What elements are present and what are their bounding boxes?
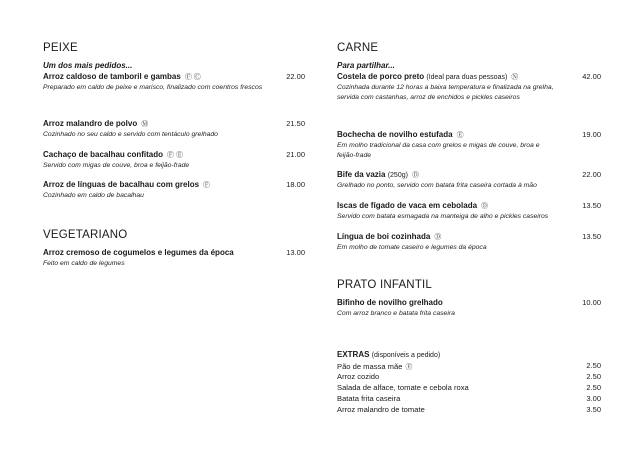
item-name: Cachaço de bacalhau confitado — [43, 150, 164, 159]
item-price: 13.50 — [582, 201, 601, 210]
menu-item — [43, 72, 305, 93]
item-note: (Ideal para duas pessoas) — [426, 74, 508, 81]
menu-item — [43, 180, 305, 201]
menu-item — [337, 232, 601, 253]
section-title-extras — [337, 350, 440, 359]
extra-item — [337, 361, 601, 371]
menu-item — [43, 150, 305, 171]
item-description: Com arroz branco e batata frita caseira — [337, 310, 455, 317]
item-name: Bifinho de novilho grelhado — [337, 298, 443, 307]
extra-item — [337, 383, 601, 393]
item-price: 19.00 — [582, 130, 601, 139]
section-title-peixe: PEIXE — [43, 42, 78, 54]
section-intro-peixe: Um dos mais pedidos... — [43, 61, 133, 70]
item-price: 21.50 — [286, 119, 305, 128]
item-description: Cozinhada durante 12 horas a baixa temperatura e finalizada na grelha, servida com castanhas, arroz de enchidos e pickles caseiros — [337, 84, 554, 101]
item-description: Cozinhado no seu caldo e servido com tentáculo grelhado — [43, 131, 218, 138]
section-intro-carne: Para partilhar... — [337, 61, 395, 70]
extra-name: Pão de massa mãe — [337, 362, 403, 371]
menu-item — [43, 248, 305, 269]
extra-name: Batata frita caseira — [337, 394, 401, 403]
extra-price: 3.00 — [586, 394, 601, 403]
menu-item — [43, 119, 305, 140]
item-price: 18.00 — [286, 180, 305, 189]
item-description: Preparado em caldo de peixe e marisco, finalizado com coentros frescos — [43, 84, 263, 91]
extras-title: EXTRAS — [337, 350, 370, 359]
item-name: Arroz cremoso de cogumelos e legumes da época — [43, 248, 234, 257]
item-description: Cozinhado em caldo de bacalhau — [43, 192, 144, 199]
allergen-tags: Ⓝ — [511, 74, 519, 81]
item-price: 22.00 — [582, 170, 601, 179]
allergen-tags: Ⓔ — [405, 364, 413, 371]
allergen-tags: Ⓕ — [203, 182, 211, 189]
allergen-tags: Ⓕ Ⓔ — [167, 152, 183, 159]
menu-item — [337, 130, 601, 160]
allergen-tags: Ⓜ — [141, 121, 149, 128]
menu-item — [337, 170, 601, 191]
extra-name: Arroz cozido — [337, 372, 380, 381]
extra-item — [337, 394, 601, 404]
item-name: Bochecha de novilho estufada — [337, 130, 453, 139]
extra-price: 2.50 — [586, 372, 601, 381]
item-name: Costela de porco preto — [337, 72, 425, 81]
allergen-tags: Ⓓ — [481, 203, 489, 210]
item-price: 13.00 — [286, 248, 305, 257]
item-description: Feito em caldo de legumes — [43, 260, 125, 267]
item-name: Língua de boi cozinhada — [337, 232, 431, 241]
extra-name: Salada de alface, tomate e cebola roxa — [337, 383, 469, 392]
item-price: 13.50 — [582, 232, 601, 241]
item-description: Grelhado no ponto, servido com batata frita caseira cortada à mão — [337, 182, 537, 189]
item-name: Bife da vazia — [337, 170, 386, 179]
item-name: Iscas de fígado de vaca em cebolada — [337, 201, 478, 210]
item-description: Servido com migas de couve, broa e feijão-frade — [43, 162, 190, 169]
extra-price: 3.50 — [586, 405, 601, 414]
section-title-infantil: PRATO INFANTIL — [337, 279, 433, 291]
item-name: Arroz malandro de polvo — [43, 119, 138, 128]
menu-item — [337, 72, 601, 102]
extra-price: 2.50 — [586, 361, 601, 370]
extra-name: Arroz malandro de tomate — [337, 405, 425, 414]
allergen-tags: Ⓔ — [456, 132, 464, 139]
item-description: Em molho de tomate caseiro e legumes da época — [337, 244, 487, 251]
item-price: 42.00 — [582, 72, 601, 81]
allergen-tags: Ⓕ Ⓒ — [184, 74, 201, 81]
allergen-tags: Ⓓ — [434, 234, 442, 241]
item-price: 10.00 — [582, 298, 601, 307]
item-description: Em molho tradicional da casa com grelos e migas de couve, broa e feijão-frade — [337, 142, 540, 159]
menu-item — [337, 298, 601, 319]
item-price: 21.00 — [286, 150, 305, 159]
extra-item — [337, 372, 601, 382]
item-price: 22.00 — [286, 72, 305, 81]
extra-item — [337, 405, 601, 415]
item-note: (250g) — [387, 172, 408, 179]
extra-price: 2.50 — [586, 383, 601, 392]
menu-item — [337, 201, 601, 222]
item-description: Servido com batata esmagada na manteiga de alho e pickles caseiros — [337, 213, 549, 220]
item-name: Arroz de línguas de bacalhau com grelos — [43, 180, 200, 189]
section-title-vegetariano: VEGETARIANO — [43, 229, 128, 241]
item-name: Arroz caldoso de tamboril e gambas — [43, 72, 181, 81]
allergen-tags: Ⓓ — [411, 172, 419, 179]
extras-note: (disponíveis a pedido) — [371, 352, 441, 359]
section-title-carne: CARNE — [337, 42, 379, 54]
